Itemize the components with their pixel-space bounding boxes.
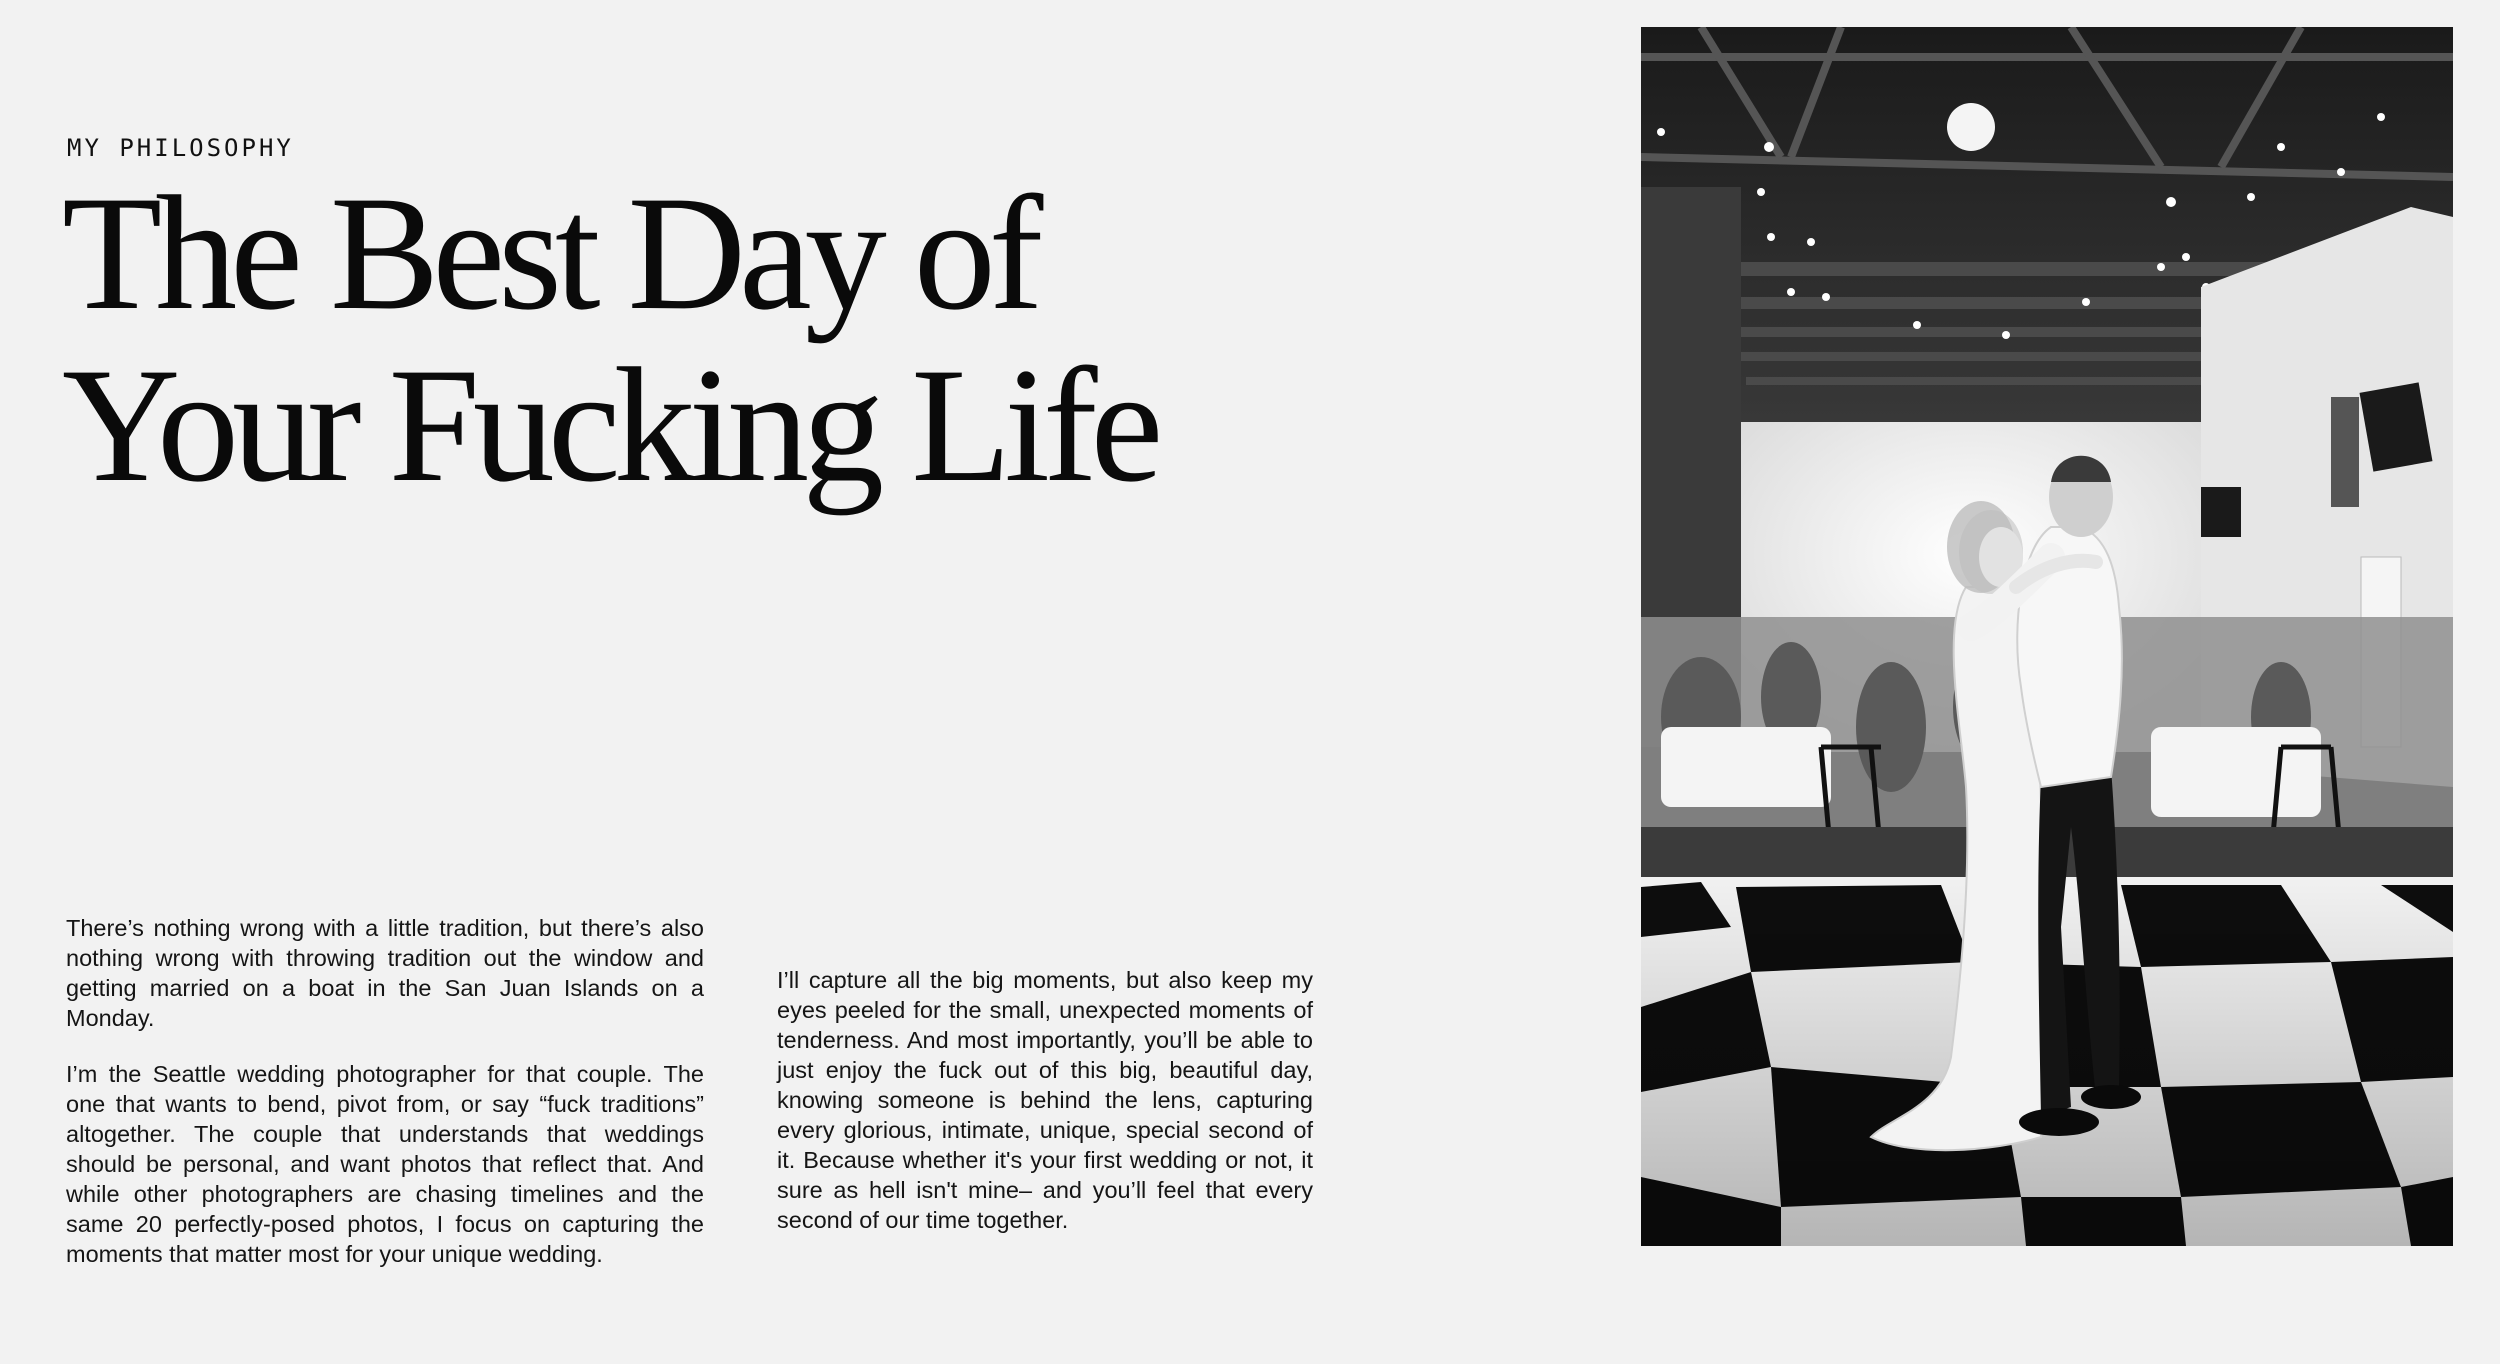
headline-line-1: The Best Day of <box>62 163 1037 344</box>
body-paragraph: I’ll capture all the big moments, but also keep my eyes peeled for the small, unexpected moments of tenderness. And most importantly, you’ll be able to just enjoy the fuck out of this big, beautiful day, knowing someone is behind the lens, capturing every glorious, intimate, unique, special second of it. Because whether it's your first wedding or not, it sure as hell isn't mine– and you’ll feel that every second of our time together. <box>777 967 1313 1233</box>
section-eyebrow: MY PHILOSOPHY <box>67 134 294 162</box>
body-column-left <box>66 913 704 1295</box>
headline-line-2: Your Fucking Life <box>62 335 1157 516</box>
body-column-right <box>777 965 1313 1261</box>
body-paragraph: I’m the Seattle wedding photographer for that couple. The one that wants to bend, pivot from, or say “fuck traditions” altogether. The couple that understands that weddings should be personal, and want photos that reflect that. And while other photographers are chasing timelines and the same 20 perfectly-posed photos, I focus on capturing the moments that matter most for your unique wedding. <box>66 1061 704 1267</box>
page-title <box>62 163 1157 516</box>
body-paragraph: There’s nothing wrong with a little tradition, but there’s also nothing wrong with throwing tradition out the window and getting married on a boat in the San Juan Islands on a Monday. <box>66 915 704 1031</box>
first-dance-photo <box>1641 27 2453 1246</box>
